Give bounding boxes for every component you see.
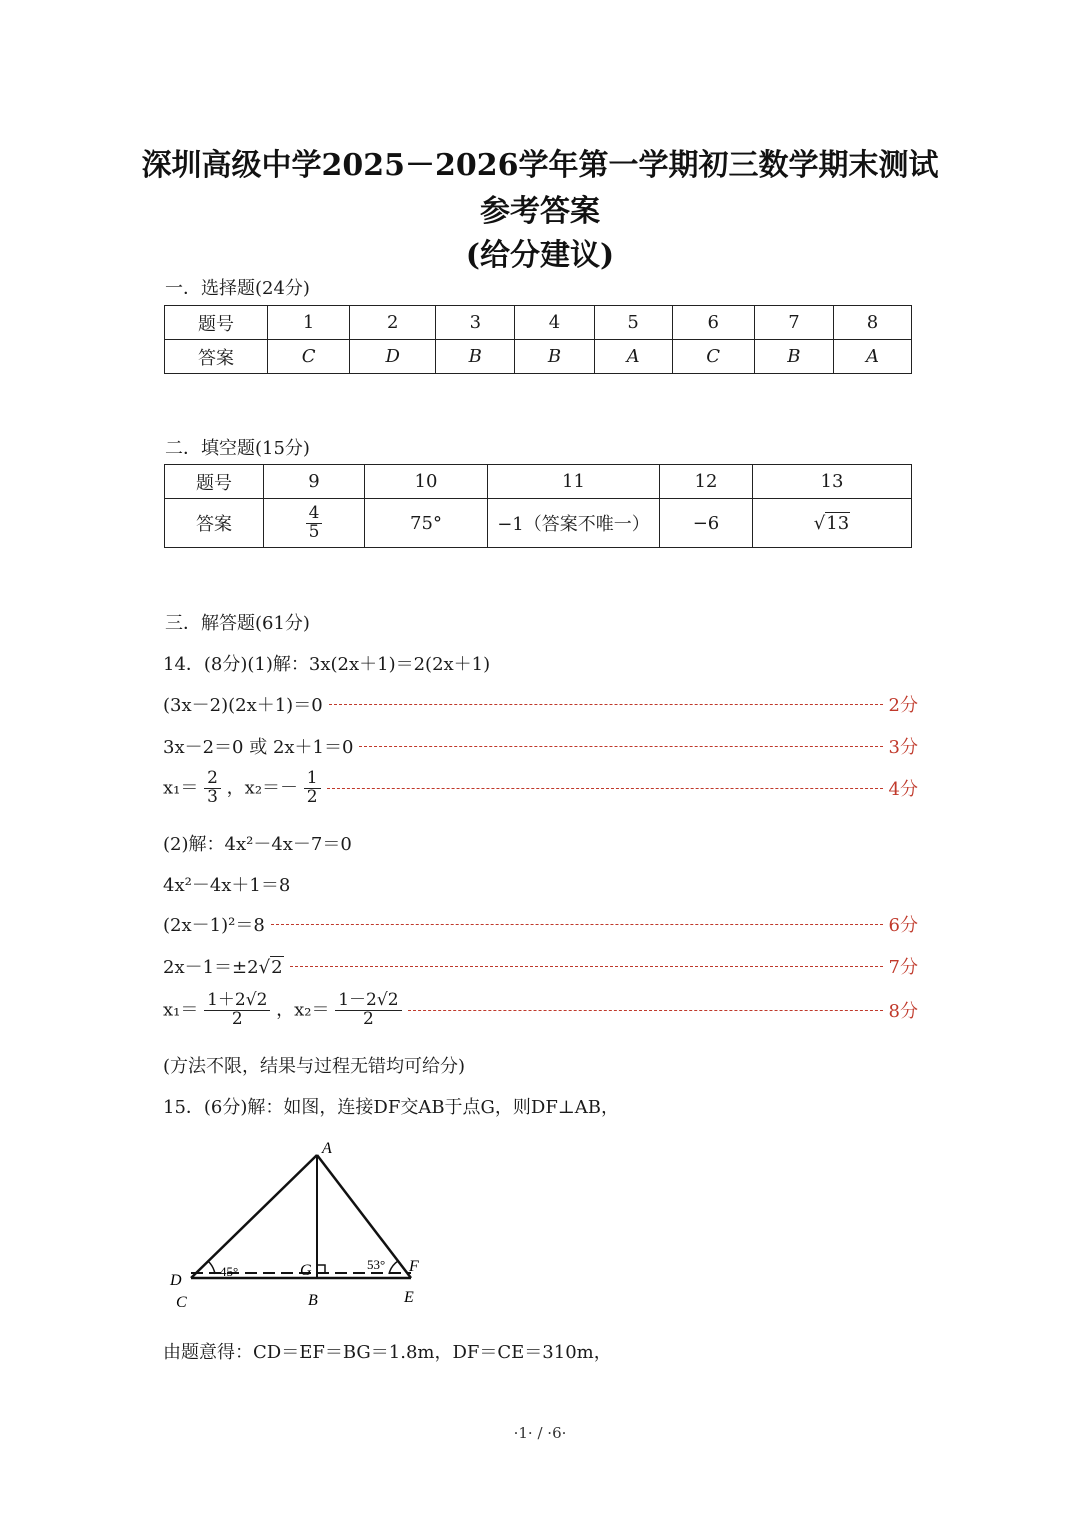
radicand: 13 xyxy=(826,512,850,534)
answer-cell: B xyxy=(754,340,833,374)
eq-mid: ，x₂＝－ xyxy=(226,777,299,799)
solution-step xyxy=(163,911,918,937)
grading-note: (给分建议) xyxy=(465,238,615,273)
answer-cell-11: −1（答案不唯一） xyxy=(488,499,660,548)
answer-cell: A xyxy=(594,340,672,374)
label-a: A xyxy=(322,1140,332,1157)
solution-step xyxy=(163,770,918,807)
dashed-leader xyxy=(408,1010,883,1011)
eq-lead: x₁＝ xyxy=(163,777,199,799)
angle-label-45: 45° xyxy=(220,1264,239,1279)
row-label-question: 题号 xyxy=(165,306,268,340)
answer-cell-9 xyxy=(264,499,365,548)
table-row-answer xyxy=(165,340,912,374)
dashed-leader xyxy=(327,788,883,789)
answer-cell: B xyxy=(515,340,594,374)
question-number: 4 xyxy=(515,306,594,340)
question-number: 1 xyxy=(268,306,350,340)
table-row-question xyxy=(165,465,912,499)
question-number: 13 xyxy=(753,465,912,499)
method-note: (方法不限，结果与过程无错均可给分) xyxy=(163,1056,466,1077)
fraction-denominator: 2 xyxy=(362,1008,374,1029)
answer-cell: C xyxy=(268,340,350,374)
angle-label-53: 53° xyxy=(367,1257,386,1272)
fraction-numerator: 4 xyxy=(306,505,323,524)
question-number: 5 xyxy=(594,306,672,340)
table-row-question xyxy=(165,306,912,340)
eq-lead: x₁＝ xyxy=(163,999,199,1021)
score-marker: 7分 xyxy=(888,957,918,978)
q14-part2: (2)解：4x²－4x－7＝0 xyxy=(163,834,352,855)
label-b: B xyxy=(308,1292,318,1309)
fraction-denominator: 3 xyxy=(207,786,218,807)
q15-intro: 15．(6分)解：如图，连接DF交AB于点G，则DF⊥AB， xyxy=(163,1097,620,1118)
choice-answer-table xyxy=(164,305,912,374)
answer-cell-12: −6 xyxy=(660,499,753,548)
score-marker: 3分 xyxy=(888,737,918,758)
label-g: G xyxy=(300,1262,312,1279)
solution-step xyxy=(163,992,918,1029)
fraction xyxy=(306,502,323,542)
step-equation: 3x－2＝0 或 2x＋1＝0 xyxy=(163,737,354,758)
q14-intro: 14．(8分)(1)解：3x(2x＋1)＝2(2x＋1) xyxy=(163,654,491,675)
label-d: D xyxy=(170,1272,182,1289)
question-number: 7 xyxy=(754,306,833,340)
step-equation xyxy=(163,953,284,979)
label-f: F xyxy=(409,1258,419,1275)
right-angle-mark xyxy=(317,1265,325,1273)
step-equation: (2x－1)²＝8 xyxy=(163,915,265,936)
section-heading-solve: 三．解答题(61分) xyxy=(165,613,310,634)
question-number: 2 xyxy=(350,306,436,340)
fill-answer-table xyxy=(164,464,912,548)
row-label-answer: 答案 xyxy=(165,340,268,374)
dashed-leader xyxy=(290,966,883,967)
step-equation: (3x－2)(2x＋1)＝0 xyxy=(163,695,323,716)
score-marker: 8分 xyxy=(888,1001,918,1023)
q15-given: 由题意得：CD＝EF＝BG＝1.8m，DF＝CE＝310m， xyxy=(163,1342,612,1363)
fraction-denominator: 2 xyxy=(306,786,318,807)
fraction xyxy=(204,992,270,1029)
table-row-answer xyxy=(165,499,912,548)
page-number: ·1· / ·6· xyxy=(513,1424,567,1442)
answer-cell-10: 75° xyxy=(365,499,488,548)
geometry-figure xyxy=(160,1135,450,1315)
eq-mid: ，x₂＝ xyxy=(276,999,330,1021)
answer-cell: C xyxy=(672,340,754,374)
answer-cell: A xyxy=(834,340,912,374)
dashed-leader xyxy=(329,704,883,705)
fraction-denominator: 2 xyxy=(231,1008,243,1029)
fraction xyxy=(204,770,221,807)
label-c: C xyxy=(176,1294,187,1311)
fraction-denominator: 5 xyxy=(308,521,320,542)
fraction-numerator: 1 xyxy=(304,770,321,789)
row-label-answer: 答案 xyxy=(165,499,264,548)
answer-cell: B xyxy=(436,340,515,374)
label-e: E xyxy=(404,1289,414,1306)
score-marker: 6分 xyxy=(888,915,918,936)
score-marker: 4分 xyxy=(888,779,918,801)
question-number: 10 xyxy=(365,465,488,499)
fraction-numerator: 1－2√2 xyxy=(335,992,401,1011)
question-number: 9 xyxy=(264,465,365,499)
solution-step xyxy=(163,733,918,759)
section-heading-choice: 一．选择题(24分) xyxy=(165,278,310,299)
step-equation xyxy=(163,992,402,1029)
page-title: 深圳高级中学2025－2026学年第一学期初三数学期末测试 xyxy=(141,148,939,183)
score-marker: 2分 xyxy=(888,695,918,716)
fraction xyxy=(304,770,321,807)
dashed-leader xyxy=(271,924,883,925)
fraction-numerator: 2 xyxy=(204,770,221,789)
question-number: 12 xyxy=(660,465,753,499)
row-label-question: 题号 xyxy=(165,465,264,499)
line-af xyxy=(317,1155,411,1278)
question-number: 11 xyxy=(488,465,660,499)
radicand: 2 xyxy=(271,957,283,978)
fraction xyxy=(335,992,401,1029)
step-equation xyxy=(163,770,321,807)
question-number: 3 xyxy=(436,306,515,340)
solution-step xyxy=(163,691,918,717)
fraction-numerator: 1＋2√2 xyxy=(204,992,270,1011)
sqrt-sign: √ xyxy=(813,512,826,534)
section-heading-fill: 二．填空题(15分) xyxy=(165,438,310,459)
solution-step xyxy=(163,953,918,979)
question-number: 6 xyxy=(672,306,754,340)
dashed-leader xyxy=(359,746,882,747)
answer-cell: D xyxy=(350,340,436,374)
question-number: 8 xyxy=(834,306,912,340)
solution-line: 4x²－4x＋1＝8 xyxy=(163,875,291,896)
line-da xyxy=(191,1155,317,1278)
eq-lead: 2x－1＝±2√ xyxy=(163,957,271,978)
page-subtitle: 参考答案 xyxy=(480,194,600,229)
answer-cell-13 xyxy=(753,499,912,548)
